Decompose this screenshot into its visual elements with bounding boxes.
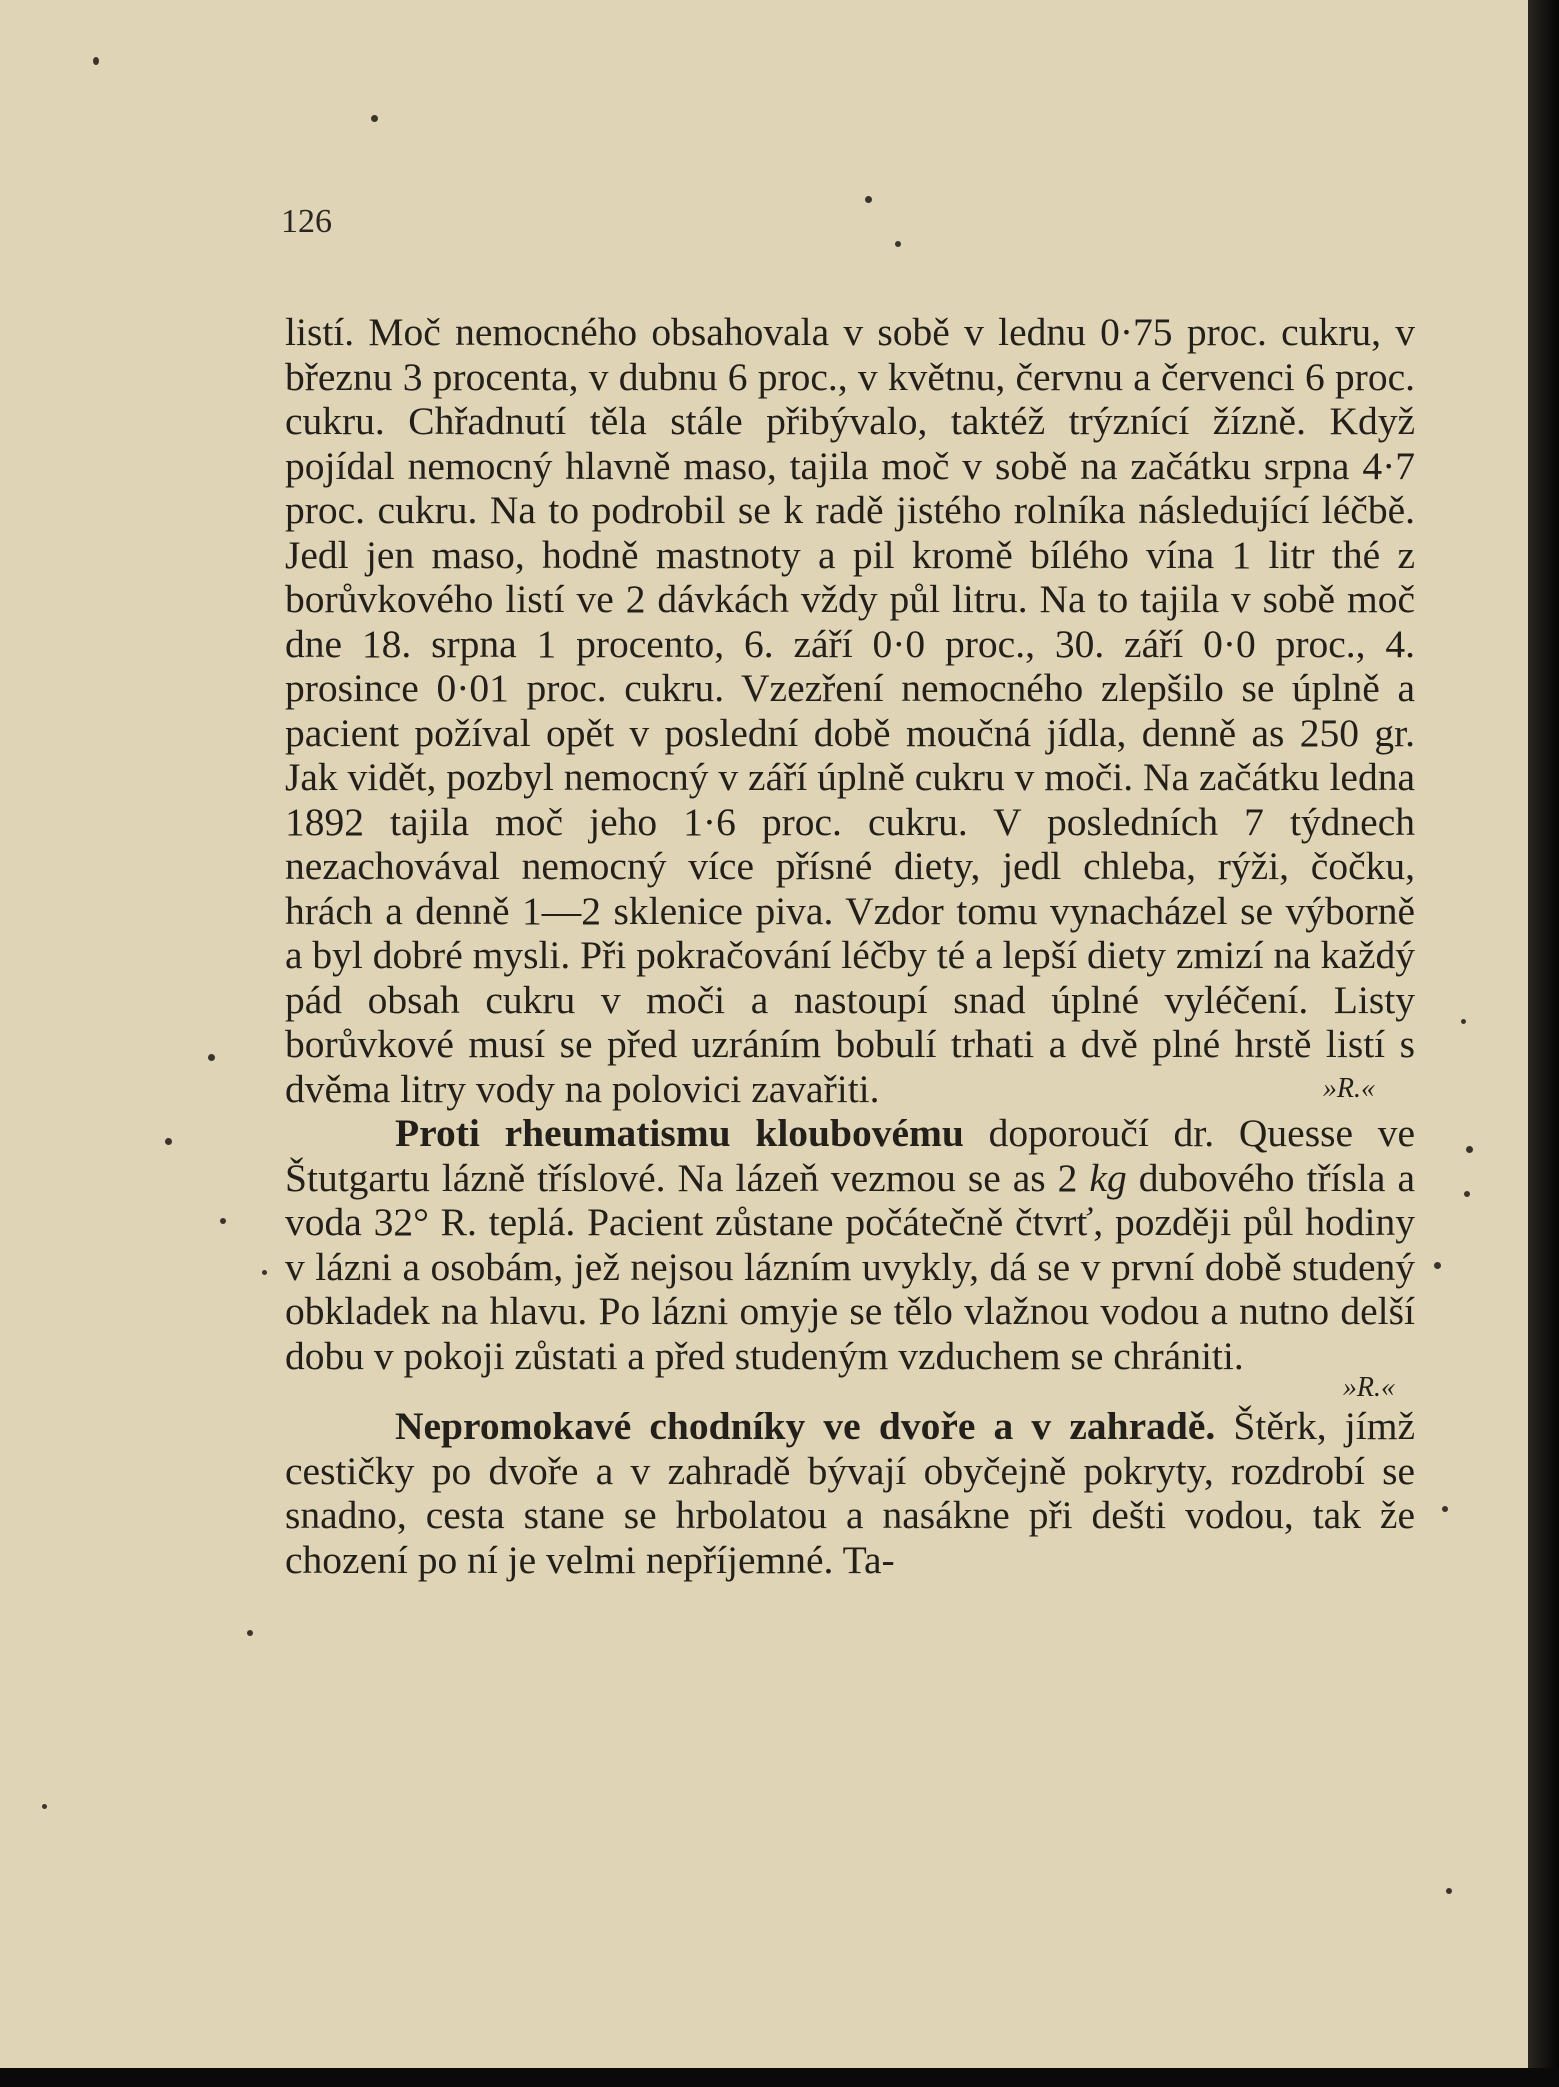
paragraph-rheumatism-text-b: dubového třísla a voda 32° R. teplá. Pacient zůstane počátečně čtvrť, později půl hodiny v lázni a osobám, jež nejsou lázním uvykly, dá se v první době studený obkladek na hlavu. Po lázni omyje se tělo vlažnou vodou a nutno delší dobu v pokoji zůstati a před studeným vzduchem se chrániti. [285, 1155, 1415, 1378]
paper-speck [1464, 1191, 1470, 1197]
unit-kg: kg [1089, 1155, 1127, 1200]
paragraph-diabetes [285, 310, 1415, 1111]
paper-speck [895, 241, 901, 247]
signature-r-2: »R.« [1342, 1372, 1395, 1403]
paper-speck [42, 1804, 47, 1809]
page-text [285, 310, 1415, 1582]
paragraph-paths-text: Štěrk, jímž cestičky po dvoře a v zahradě bývají obyčejně pokryty, rozdrobí se snadno, cesta stane se hrbolatou a nasákne při dešti vodou, tak že chození po ní je velmi nepříjemné. Ta- [285, 1404, 1415, 1582]
paper-speck [865, 196, 872, 203]
paper-speck [165, 1138, 172, 1145]
paragraph-paths [285, 1404, 1415, 1582]
paper-speck [1434, 1262, 1441, 1269]
signature-r-1: »R.« [1322, 1072, 1375, 1104]
paper-speck [208, 1054, 215, 1061]
paper-speck [1466, 1146, 1473, 1153]
paper-speck [371, 115, 378, 122]
paper-speck [1446, 1888, 1452, 1894]
scan-edge-right [1528, 0, 1559, 2087]
paper-speck [1442, 1506, 1448, 1512]
heading-paths: Nepromokavé chodníky ve dvoře a v zahradě. [395, 1404, 1216, 1448]
paper-speck [220, 1218, 226, 1224]
paragraph-rheumatism [285, 1111, 1415, 1378]
paragraph-rheumatism-text-a: doporoučí dr. Quesse ve Štutgartu lázně tříslové. Na lázeň vezmou se as 2 [285, 1111, 1416, 1200]
paper-speck [93, 57, 99, 65]
scan-edge-bottom [0, 2068, 1559, 2087]
paper-speck [1461, 1019, 1466, 1024]
heading-rheumatism: Proti rheumatismu kloubovému [395, 1111, 964, 1155]
page-number: 126 [281, 203, 332, 240]
paper-speck [262, 1270, 267, 1275]
paragraph-diabetes-text: listí. Moč nemocného obsahovala v sobě v lednu 0·75 proc. cukru, v březnu 3 procenta, v dubnu 6 proc., v květnu, červnu a červenci 6 proc. cukru. Chřadnutí těla stále přibývalo, taktéž trýznící žízně. Když pojídal nemocný hlavně maso, tajila moč v sobě na začátku srpna 4·7 proc. cukru. Na to podrobil se k radě jistého rolníka následující léčbě. Jedl jen maso, hodně mastnoty a pil kromě bílého vína 1 litr thé z borůvkového listí ve 2 dávkách vždy půl litru. Na to tajila v sobě moč dne 18. srpna 1 procento, 6. září 0·0 proc., 30. září 0·0 proc., 4. prosince 0·01 proc. cukru. Vzezření nemocného zlepšilo se úplně a pacient požíval opět v poslední době moučná jídla, denně as 250 gr. Jak vidět, pozbyl nemocný v září úplně cukru v moči. Na začátku ledna 1892 tajila moč jeho 1·6 proc. cukru. V posledních 7 týdnech nezachovával nemocný více přísné diety, jedl chleba, rýži, čočku, hrách a denně 1—2 sklenice piva. Vzdor tomu vynacházel se výborně a byl dobré mysli. Při pokračování léčby té a lepší diety zmizí na každý pád obsah cukru v moči a nastoupí snad úplné vyléčení. Listy borůvkové musí se před uzráním bobulí trhati a dvě plné hrstě listí s dvěma litry vody na polovici zavařiti. [285, 310, 1415, 1111]
paper-speck [247, 1630, 253, 1636]
